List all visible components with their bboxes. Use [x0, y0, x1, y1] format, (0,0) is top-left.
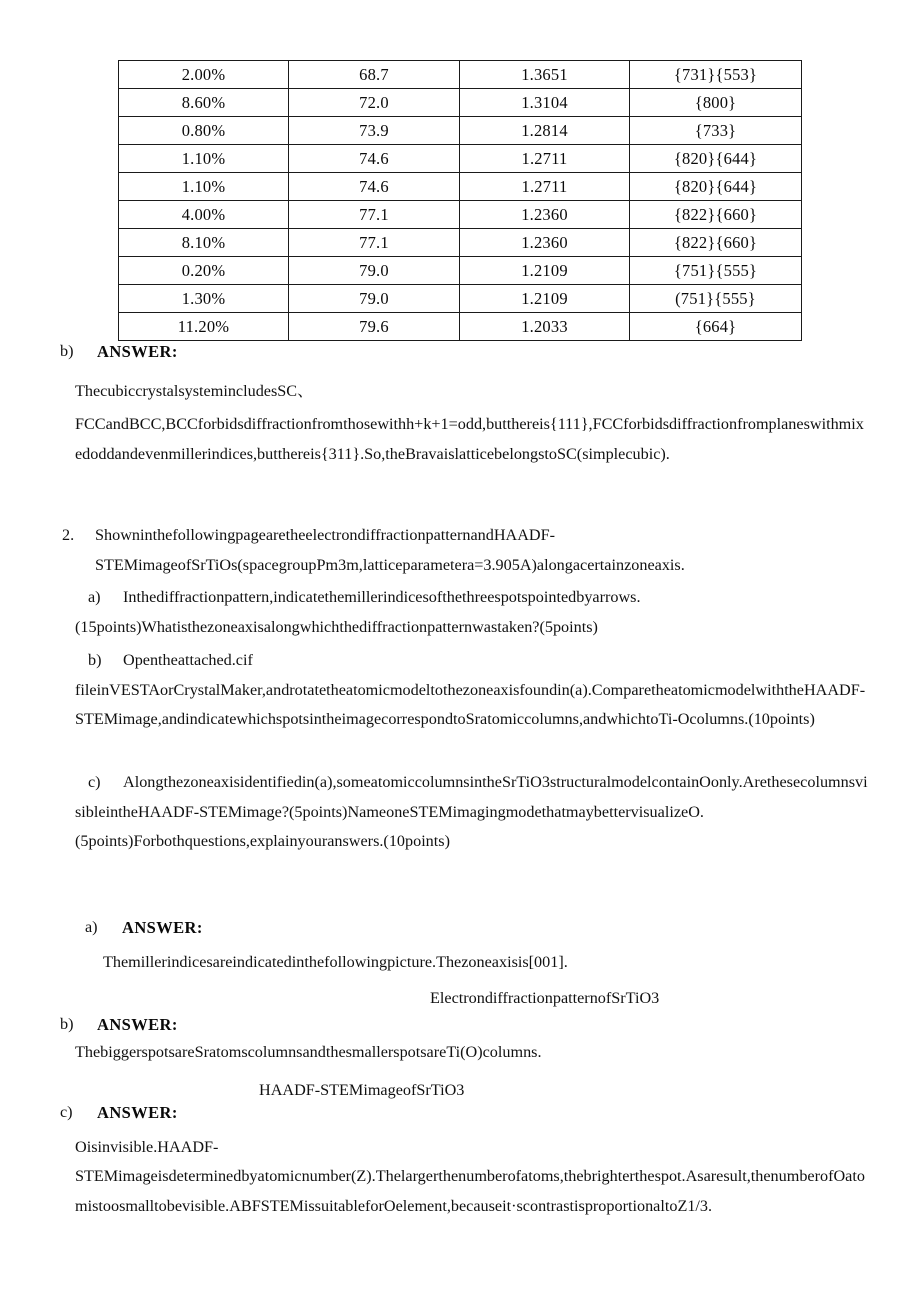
table-row [119, 201, 802, 229]
cell-intensity: 8.60% [119, 89, 289, 117]
cell-intensity: 1.10% [119, 173, 289, 201]
cell-intensity: 8.10% [119, 229, 289, 257]
cell-intensity: 0.20% [119, 257, 289, 285]
cell-miller-indices: {664} [630, 313, 802, 341]
cell-two-theta: 74.6 [289, 145, 460, 173]
cell-intensity: 4.00% [119, 201, 289, 229]
cell-two-theta: 68.7 [289, 61, 460, 89]
table-row [119, 145, 802, 173]
cell-two-theta: 77.1 [289, 201, 460, 229]
cell-d-spacing: 1.3651 [460, 61, 630, 89]
cell-miller-indices: {822}{660} [630, 201, 802, 229]
cell-two-theta: 77.1 [289, 229, 460, 257]
answer-c-label: ANSWER: [97, 1103, 178, 1122]
q1b-answer-body: FCCandBCC,BCCforbidsdiffractionfromthosewithh+k+1=odd,butthereis{111},FCCforbidsdiffractionfromplaneswithmixedoddandevenmillerindices,butthereis{311}.So,theBravaislatticebelongstoSC(simplecubic). [75, 415, 864, 463]
cell-two-theta: 72.0 [289, 89, 460, 117]
cell-two-theta: 79.0 [289, 285, 460, 313]
cell-d-spacing: 1.2360 [460, 201, 630, 229]
cell-miller-indices: {820}{644} [630, 145, 802, 173]
table-row [119, 313, 802, 341]
answer-a-text: Themillerindicesareindicatedinthefollowingpicture.Thezoneaxisis[001]. [103, 953, 568, 971]
cell-d-spacing: 1.2814 [460, 117, 630, 145]
answer-b-label: ANSWER: [97, 1015, 178, 1034]
caption-electron-diffraction-pattern: ElectrondiffractionpatternofSrTiO3 [430, 989, 660, 1007]
cell-intensity: 11.20% [119, 313, 289, 341]
cell-two-theta: 74.6 [289, 173, 460, 201]
table-row [119, 89, 802, 117]
answer-c-body: STEMimageisdeterminedbyatomicnumber(Z).Thelargerthenumberofatoms,thebrighterthespot.Asaresult,thenumberofOatomistoosmalltobevisible.ABFSTEMissuitableforOelement,becauseit·scontrastisproportionaltoZ1/3. [75, 1167, 865, 1215]
answer-c-marker: c) [60, 1103, 73, 1121]
cell-d-spacing: 1.2711 [460, 173, 630, 201]
q1b-answer-line1: ThecubiccrystalsystemincludesSC、 [75, 382, 314, 400]
table-body [119, 61, 802, 341]
diffraction-data-table [118, 60, 802, 341]
cell-miller-indices: {751}{555} [630, 257, 802, 285]
cell-miller-indices: {733} [630, 117, 802, 145]
q2a-marker: a) [88, 588, 101, 606]
cell-intensity: 2.00% [119, 61, 289, 89]
q2a-text: Inthediffractionpattern,indicatethemillerindicesofthethreespotspointedbyarrows.(15points)Whatisthezoneaxisalongwhichthediffractionpatternwastaken?(5points) [75, 588, 641, 636]
table-row [119, 117, 802, 145]
answer-a-marker: a) [85, 918, 98, 936]
q2b-text: Opentheattached.cif fileinVESTAorCrystalMaker,androtatetheatomicmodeltothezoneaxisfoundin(a).ComparetheatomicmodelwiththeHAADF-STEMimage,andindicatewhichspotsintheimagecorrespondtoSratomiccolumns,andwhichtoTi-Ocolumns.(10points) [75, 651, 866, 728]
q2b-marker: b) [88, 651, 102, 669]
cell-miller-indices: {820}{644} [630, 173, 802, 201]
table-row [119, 285, 802, 313]
cell-d-spacing: 1.2109 [460, 257, 630, 285]
q2c-text: Alongthezoneaxisidentifiedin(a),someatomiccolumnsintheSrTiO3structuralmodelcontainOonly.ArethesecolumnsvisibleintheHAADF-STEMimage?(5points)NameoneSTEMimagingmodethatmaybettervisualizeO.(5points)Forbothquestions,explainyouranswers.(10points) [75, 773, 868, 850]
cell-miller-indices: {822}{660} [630, 229, 802, 257]
q2-marker: 2. [62, 526, 75, 544]
cell-d-spacing: 1.2711 [460, 145, 630, 173]
cell-two-theta: 79.0 [289, 257, 460, 285]
cell-two-theta: 73.9 [289, 117, 460, 145]
table-row [119, 173, 802, 201]
cell-d-spacing: 1.2109 [460, 285, 630, 313]
cell-intensity: 1.30% [119, 285, 289, 313]
cell-d-spacing: 1.2360 [460, 229, 630, 257]
cell-miller-indices: {731}{553} [630, 61, 802, 89]
q1b-answer-label: ANSWER: [97, 342, 178, 361]
table-row [119, 257, 802, 285]
caption-haadf-stem-image: HAADF-STEMimageofSrTiO3 [259, 1081, 465, 1099]
q1b-marker: b) [60, 342, 74, 360]
q2-stem: ShowninthefollowingpagearetheelectrondiffractionpatternandHAADF-STEMimageofSrTiOs(spacegroupPm3m,latticeparametera=3.905A)alongacertainzoneaxis. [95, 526, 685, 574]
answer-a-label: ANSWER: [122, 918, 203, 937]
cell-miller-indices: (751}{555} [630, 285, 802, 313]
table-row [119, 229, 802, 257]
answer-b-text: ThebiggerspotsareSratomscolumnsandthesmallerspotsareTi(O)columns. [75, 1043, 542, 1061]
q2c-marker: c) [88, 773, 101, 791]
cell-miller-indices: {800} [630, 89, 802, 117]
cell-intensity: 1.10% [119, 145, 289, 173]
answer-b-marker: b) [60, 1015, 74, 1033]
answer-c-line1: Oisinvisible.HAADF- [75, 1138, 219, 1156]
cell-intensity: 0.80% [119, 117, 289, 145]
cell-two-theta: 79.6 [289, 313, 460, 341]
cell-d-spacing: 1.2033 [460, 313, 630, 341]
cell-d-spacing: 1.3104 [460, 89, 630, 117]
table-row [119, 61, 802, 89]
